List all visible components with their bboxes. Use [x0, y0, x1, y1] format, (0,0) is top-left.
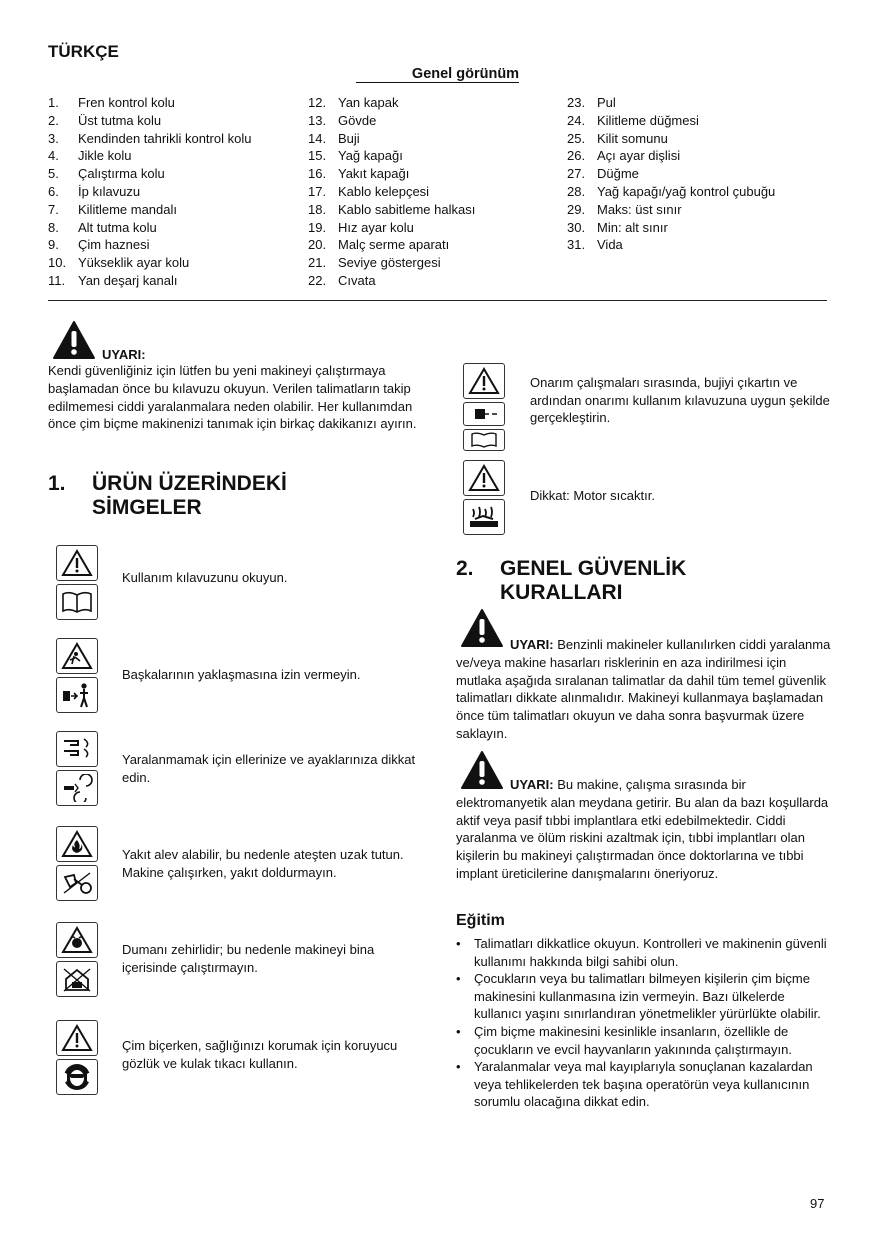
list-item: 13. Gövde	[308, 112, 377, 128]
list-item: 4. Jikle kolu	[48, 148, 132, 164]
warning-text: Kendi güvenliğiniz için lütfen bu yeni makineyi çalıştırmaya başlamadan önce bu kılavuzu okuyun. Verilen talimatların takip edilmemesi ciddi yaralanmalara neden olabilir. Her kullanımdan önce çim biçme makinenizi tanımak için birkaç dakikanızı ayırın.	[48, 363, 417, 432]
goggles-earmuffs-icon	[56, 1059, 98, 1095]
list-item: 14. Buji	[308, 130, 360, 146]
warning-icon	[463, 460, 505, 496]
no-indoor-icon	[56, 961, 98, 997]
language-heading: TÜRKÇE	[48, 42, 119, 61]
page-number: 97	[810, 1196, 825, 1211]
manual-book-icon	[463, 429, 505, 451]
no-refuel-icon	[56, 865, 98, 901]
list-item: 10. Yükseklik ayar kolu	[48, 255, 190, 271]
symbol-read-manual	[56, 545, 100, 623]
symbol-text: Yakıt alev alabilir, bu nedenle ateşten uzak tutun. Makine çalışırken, yakıt doldurmayın.	[122, 847, 404, 880]
list-item: 22. Cıvata	[308, 272, 376, 288]
list-item: 16. Yakıt kapağı	[308, 166, 410, 182]
parts-list-col3	[567, 94, 827, 254]
list-item: 28. Yağ kapağı/yağ kontrol çubuğu	[567, 183, 776, 199]
symbol-text: Başkalarının yaklaşmasına izin vermeyin.	[122, 667, 361, 682]
list-item: 15. Yağ kapağı	[308, 148, 403, 164]
warning-icon	[463, 363, 505, 399]
list-item: 30. Min: alt sınır	[567, 219, 668, 235]
list-item: • Çim biçme makinesini kesinlikle insanların, özellikle de çocukların ve evcil hayvanların yakınında çalıştırmayın.	[456, 1023, 792, 1057]
parts-list-col1	[48, 94, 308, 290]
list-item: • Çocukların veya bu talimatları bilmeyen kişilerin çim biçme makinesini kullanmasına izin vermeyin. Bazı ülkelerde kullanıcı yaşını sınırlandıran yönetmelikler yürürlükte olabilir.	[456, 971, 821, 1022]
symbol-text: Dumanı zehirlidir; bu nedenle makineyi bina içerisinde çalıştırmayın.	[122, 942, 375, 975]
symbol-text: Yaralanmamak için ellerinize ve ayaklarınıza dikkat edin.	[122, 752, 416, 785]
symbol-text: Onarım çalışmaları sırasında, bujiyi çıkartın ve ardından onarımı kullanım kılavuzuna uygun şekilde gerçekleştirin.	[530, 375, 830, 426]
list-item: 17. Kablo kelepçesi	[308, 183, 430, 199]
symbol-fuel	[56, 826, 100, 904]
training-list	[456, 935, 831, 1111]
symbol-text: Çim biçerken, sağlığınızı korumak için koruyucu gözlük ve kulak tıkacı kullanın.	[122, 1038, 398, 1071]
warning-paragraph: UYARI: Benzinli makineler kullanılırken ciddi yaralanma ve/veya makine hasarları risklerinin en aza indirilmesi için mutlaka aşağıda sıralanan talimatlar da dahil tüm temel güvenlik talimatları dikkate alınmalıdır. Makineyi kullanmaya başlamadan önce tüm talimatları okuyun ve daha sonra başvurmak üzere saklayın.	[456, 637, 831, 741]
list-item: 24. Kilitleme düğmesi	[567, 112, 699, 128]
list-item: 18. Kablo sabitleme halkası	[308, 201, 476, 217]
symbol-hands-feet	[56, 731, 100, 809]
flame-warning-icon	[56, 826, 98, 862]
divider	[48, 300, 827, 301]
section-heading-1: 1. ÜRÜN ÜZERİNDEKİ SİMGELER	[48, 472, 287, 519]
symbol-keep-away	[56, 638, 100, 716]
list-item: 23. Pul	[567, 95, 616, 110]
parts-list-col2	[308, 94, 568, 290]
section-heading-2: 2. GENEL GÜVENLİK KURALLARI	[456, 557, 687, 604]
symbol-hot-engine	[463, 460, 507, 538]
list-item: 21. Seviye göstergesi	[308, 255, 441, 271]
list-item: 19. Hız ayar kolu	[308, 219, 414, 235]
list-item: 5. Çalıştırma kolu	[48, 166, 165, 182]
list-item: 11. Yan deşarj kanalı	[48, 272, 178, 288]
list-item: 3. Kendinden tahrikli kontrol kolu	[48, 130, 252, 146]
list-item: 7. Kilitleme mandalı	[48, 201, 177, 217]
training-heading: Eğitim	[456, 912, 505, 929]
warning-triangle-icon	[52, 320, 96, 360]
list-item: 12. Yan kapak	[308, 95, 399, 110]
symbol-text: Kullanım kılavuzunu okuyun.	[122, 570, 288, 585]
list-item: 26. Açı ayar dişlisi	[567, 148, 681, 164]
list-item: 29. Maks: üst sınır	[567, 201, 682, 217]
list-item: 31. Vida	[567, 237, 623, 253]
list-item: 1. Fren kontrol kolu	[48, 95, 175, 110]
bystander-icon	[56, 677, 98, 713]
list-item: • Talimatları dikkatlice okuyun. Kontrolleri ve makinenin güvenli kullanımı hakkında bilgi sahibi olun.	[456, 936, 827, 969]
foot-blade-icon	[56, 770, 98, 806]
list-item: 6. İp kılavuzu	[48, 183, 141, 199]
thrown-object-icon	[56, 638, 98, 674]
toxic-fumes-icon	[56, 922, 98, 958]
list-item: • Yaralanmalar veya mal kayıplarıyla sonuçlanan kazalardan veya tehlikelerden tek başına operatörün veya kullanıcının sorumlu olacağına dikkat edin.	[456, 1059, 813, 1110]
symbol-text: Dikkat: Motor sıcaktır.	[530, 488, 655, 503]
spark-plug-icon	[463, 402, 505, 426]
symbol-spark-plug	[463, 363, 507, 454]
warning-icon	[56, 545, 98, 581]
manual-book-icon	[56, 584, 98, 620]
hand-blade-icon	[56, 731, 98, 767]
list-item: 25. Kilit somunu	[567, 130, 668, 146]
hot-surface-icon	[463, 499, 505, 535]
list-item: 9. Çim haznesi	[48, 237, 150, 253]
symbol-protection	[56, 1020, 100, 1098]
list-item: 2. Üst tutma kolu	[48, 112, 162, 128]
list-item: 20. Malç serme aparatı	[308, 237, 450, 253]
symbol-fumes	[56, 922, 100, 1000]
overview-title: Genel görünüm	[0, 66, 875, 82]
warning-paragraph: UYARI: Bu makine, çalışma sırasında bir elektromanyetik alan meydana getirir. Bu alan da bazı koşullarda aktif veya pasif tıbbi implantlara etki edebilmektedir. Ciddi yaralanma ve ölüm riskini azaltmak için, tıbbi implantları olan kişilerin bu makineyi çalıştırmadan önce doktorlarına ve tıbbi implant üreticilerine danışmalarını öneriyoruz.	[456, 777, 829, 881]
warning-icon	[56, 1020, 98, 1056]
warning-label: UYARI:	[102, 347, 146, 362]
list-item: 27. Düğme	[567, 166, 639, 182]
list-item: 8. Alt tutma kolu	[48, 219, 157, 235]
